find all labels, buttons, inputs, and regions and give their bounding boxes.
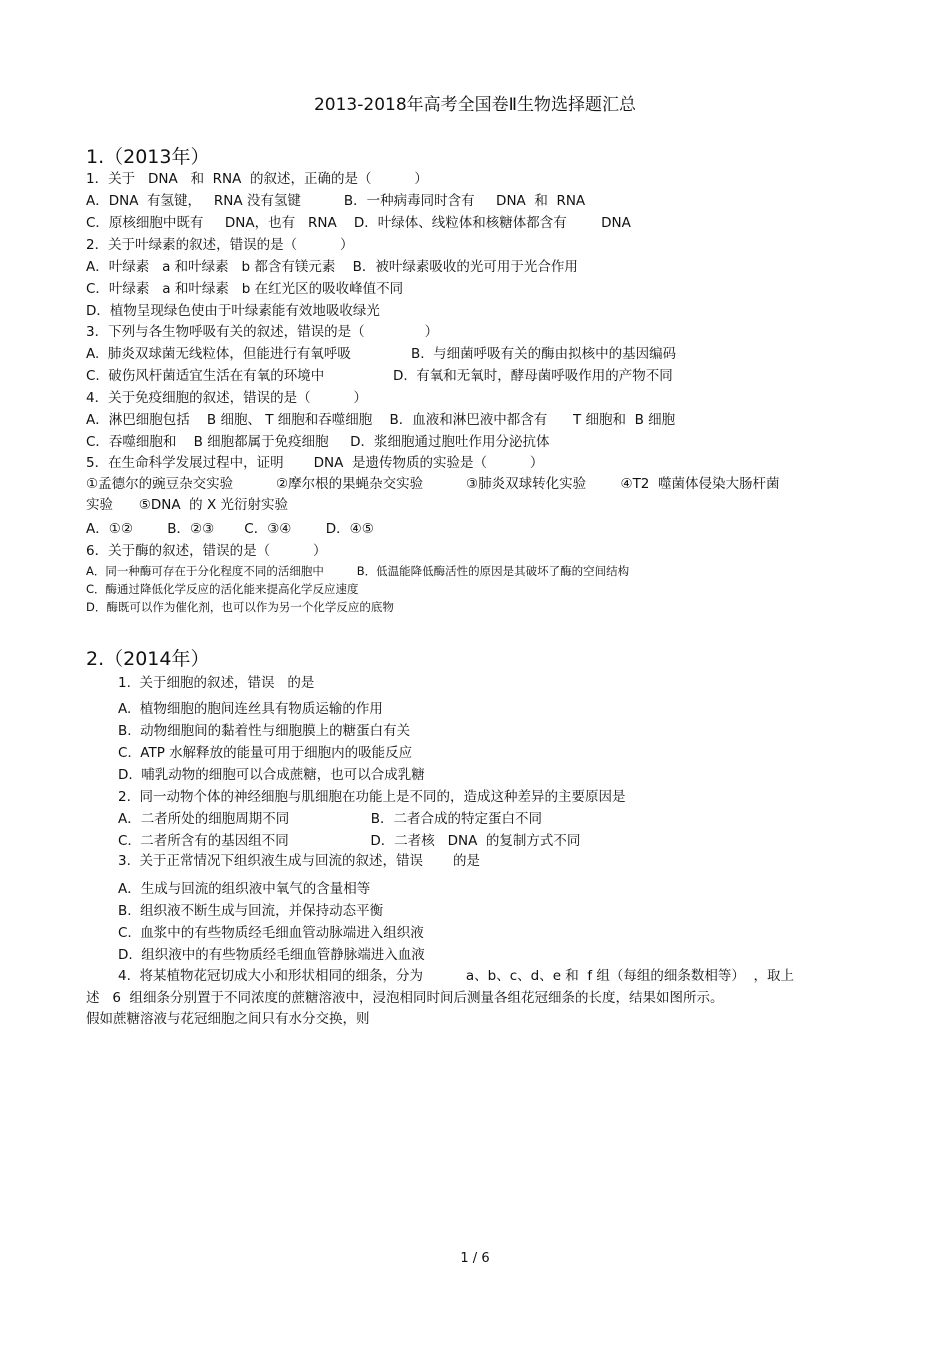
q2014-1-option-d: D. 哺乳动物的细胞可以合成蔗糖，也可以合成乳糖 [118, 767, 425, 783]
q2013-4-options-ab: A．淋巴细胞包括 B 细胞、 T 细胞和吞噬细胞 B．血液和淋巴液中都含有 T 细胞和 B 细胞 [86, 412, 676, 428]
q2013-3-options-ab: A. 肺炎双球菌无线粒体，但能进行有氧呼吸 B. 与细菌呼吸有关的酶由拟核中的基因编码 [86, 346, 677, 362]
q2014-3-stem: 3. 关于正常情况下组织液生成与回流的叙述，错误 的是 [118, 853, 481, 869]
q2014-1-option-c: C. ATP 水解释放的能量可用于细胞内的吸能反应 [118, 745, 413, 761]
q2014-3-option-a: A．生成与回流的组织液中氧气的含量相等 [118, 881, 371, 897]
q2013-2-stem: 2．关于叶绿素的叙述，错误的是（ ） [86, 237, 354, 253]
q2013-4-options-cd: C．吞噬细胞和 B 细胞都属于免疫细胞 D．浆细胞通过胞吐作用分泌抗体 [86, 434, 550, 450]
q2013-4-stem: 4．关于免疫细胞的叙述，错误的是（ ） [86, 390, 368, 406]
q2013-6-options-ab: A．同一种酶可存在于分化程度不同的活细胞中 B．低温能降低酶活性的原因是其破坏了酶的空间结构 [86, 564, 630, 578]
q2013-2-option-d: D．植物呈现绿色使由于叶绿素能有效地吸收绿光 [86, 303, 380, 319]
q2013-3-options-cd: C. 破伤风杆菌适宜生活在有氧的环境中 D. 有氧和无氧时，酵母菌呼吸作用的产物不同 [86, 368, 673, 384]
q2013-2-options-ab: A．叶绿素 a 和叶绿素 b 都含有镁元素 B．被叶绿素吸收的光可用于光合作用 [86, 259, 578, 275]
q2013-5-items-line2: 实验 ⑤DNA 的 X 光衍射实验 [86, 497, 288, 513]
q2014-3-option-c: C. 血浆中的有些物质经毛细血管动脉端进入组织液 [118, 925, 424, 941]
q2014-1-option-a: A. 植物细胞的胞间连丝具有物质运输的作用 [118, 701, 383, 717]
q2014-3-option-d: D. 组织液中的有些物质经毛细血管静脉端进入血液 [118, 947, 425, 963]
q2013-1-options-ab: A．DNA 有氢键， RNA 没有氢键 B．一种病毒同时含有 DNA 和 RNA [86, 193, 586, 209]
document-title: 2013-2018年高考全国卷Ⅱ生物选择题汇总 [313, 95, 637, 115]
q2013-5-stem: 5．在生命科学发展过程中，证明 DNA 是遗传物质的实验是（ ） [86, 455, 544, 471]
q2014-2-options-ab: A．二者所处的细胞周期不同 B．二者合成的特定蛋白不同 [118, 811, 543, 827]
q2013-3-stem: 3．下列与各生物呼吸有关的叙述，错误的是（ ） [86, 324, 439, 340]
q2013-6-option-d: D．酶既可以作为催化剂，也可以作为另一个化学反应的底物 [86, 600, 394, 614]
q2014-4-stem-line1: 4. 将某植物花冠切成大小和形状相同的细条，分为 a、b、c、d、e 和 f 组（每组的细条数相等） ，取上 [118, 968, 795, 984]
q2013-5-options: A．①② B．②③ C．③④ D．④⑤ [86, 521, 374, 537]
q2013-6-stem: 6．关于酶的叙述，错误的是（ ） [86, 543, 327, 559]
q2014-4-stem-line2: 述 6 组细条分别置于不同浓度的蔗糖溶液中，浸泡相同时间后测量各组花冠细条的长度，结果如图所示。 [86, 990, 724, 1006]
q2013-1-options-cd: C．原核细胞中既有 DNA，也有 RNA D．叶绿体、线粒体和核糖体都含有 DNA [86, 215, 631, 231]
q2013-2-option-c: C．叶绿素 a 和叶绿素 b 在红光区的吸收峰值不同 [86, 281, 404, 297]
q2014-1-stem: 1. 关于细胞的叙述，错误 的是 [118, 675, 315, 691]
q2013-1-stem: 1．关于 DNA 和 RNA 的叙述，正确的是（ ） [86, 171, 428, 187]
section-heading-2014: 2.（2014年） [86, 648, 210, 670]
q2014-1-option-b: B. 动物细胞间的黏着性与细胞膜上的糖蛋白有关 [118, 723, 411, 739]
q2014-2-stem: 2. 同一动物个体的神经细胞与肌细胞在功能上是不同的，造成这种差异的主要原因是 [118, 789, 626, 805]
q2014-3-option-b: B. 组织液不断生成与回流，并保持动态平衡 [118, 903, 384, 919]
page-number: 1 / 6 [460, 1251, 490, 1266]
q2014-2-options-cd: C. 二者所含有的基因组不同 D．二者核 DNA 的复制方式不同 [118, 833, 581, 849]
section-heading-2013: 1.（2013年） [86, 146, 210, 168]
q2014-4-stem-line3: 假如蔗糖溶液与花冠细胞之间只有水分交换，则 [86, 1011, 370, 1027]
q2013-6-option-c: C．酶通过降低化学反应的活化能来提高化学反应速度 [86, 582, 359, 596]
q2013-5-items-line1: ①孟德尔的豌豆杂交实验 ②摩尔根的果蝇杂交实验 ③肺炎双球转化实验 ④T2 噬菌体侵染大肠杆菌 [86, 476, 780, 492]
